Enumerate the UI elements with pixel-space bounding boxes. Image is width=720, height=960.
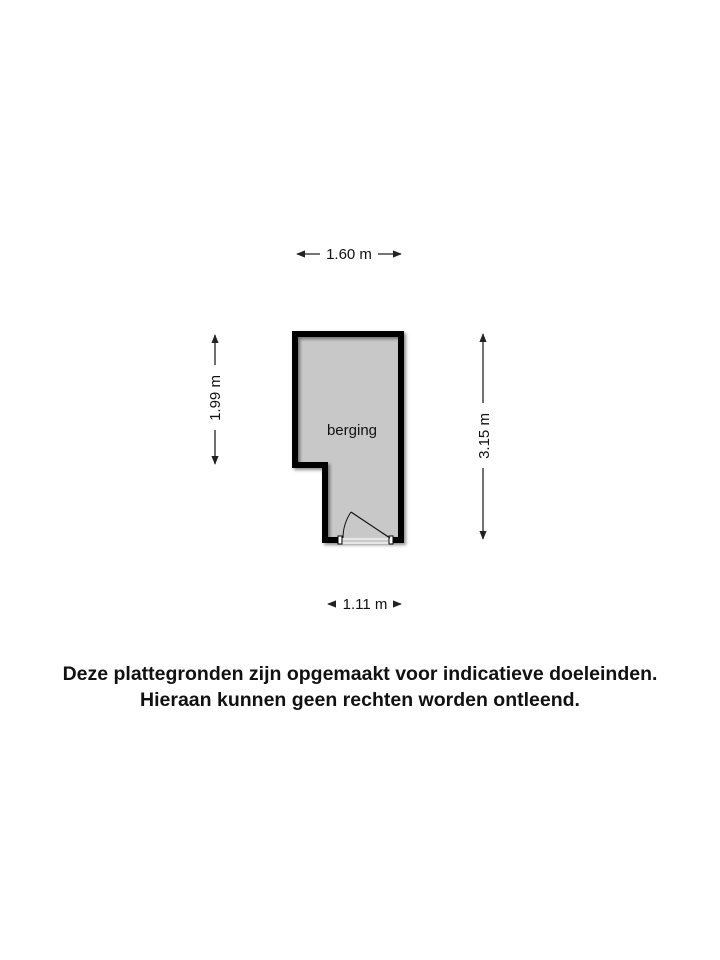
dimension-right-height xyxy=(476,334,493,539)
dimension-bottom-label: 1.11 m xyxy=(342,596,388,613)
disclaimer-line-1: Deze plattegronden zijn opgemaakt voor indicatieve doeleinden. xyxy=(62,663,658,685)
dimension-right-label: 3.15 m xyxy=(476,413,493,459)
dimension-left-height xyxy=(207,335,224,464)
disclaimer-line-2: Hieraan kunnen geen rechten worden ontleend. xyxy=(140,689,580,711)
room-label: berging xyxy=(326,422,378,439)
dimension-top-label: 1.60 m xyxy=(326,246,372,263)
dimension-left-label: 1.99 m xyxy=(207,375,224,421)
door-jamb-left xyxy=(338,536,342,544)
room-berging xyxy=(295,334,401,544)
dimension-top-width xyxy=(297,246,401,263)
dimension-bottom-width xyxy=(328,596,401,613)
